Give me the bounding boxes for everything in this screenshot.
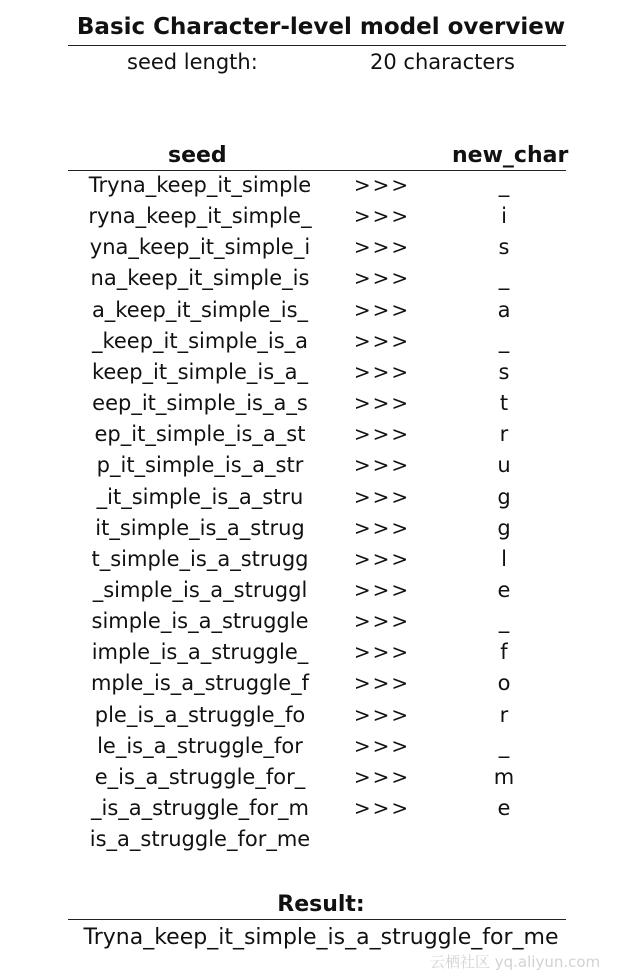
table-row [0, 360, 642, 391]
seed-cell: t_simple_is_a_strugg [91, 546, 309, 571]
seed-cell: _it_simple_is_a_stru [96, 484, 304, 509]
table-row [0, 827, 642, 858]
arrow-cell: >>> [353, 609, 411, 634]
seed-cell: _simple_is_a_struggl [92, 577, 308, 602]
arrow-cell: >>> [353, 235, 411, 260]
result-label: Result: [277, 892, 365, 917]
table-row [0, 173, 642, 204]
seed-cell: ryna_keep_it_simple_ [88, 204, 312, 229]
arrow-cell: >>> [353, 484, 411, 509]
table-row [0, 453, 642, 484]
arrow-cell: >>> [353, 173, 411, 197]
arrow-cell: >>> [353, 266, 411, 291]
table-row [0, 329, 642, 360]
new-char-cell: i [501, 204, 507, 229]
table-row [0, 391, 642, 422]
table-row [0, 703, 642, 734]
new-char-cell: _ [498, 733, 510, 758]
seed-cell: ple_is_a_struggle_fo [94, 702, 306, 727]
seed-length-value: 20 characters [370, 50, 515, 74]
new-char-cell: a [497, 297, 511, 322]
result-value: Tryna_keep_it_simple_is_a_struggle_for_me [83, 925, 559, 950]
new-char-cell: o [497, 671, 511, 696]
table-row [0, 422, 642, 453]
arrow-cell: >>> [353, 764, 411, 789]
table-row [0, 204, 642, 235]
table-row [0, 266, 642, 297]
seed-cell: eep_it_simple_is_a_s [92, 391, 308, 416]
new-char-cell: _ [498, 266, 510, 291]
table-row [0, 298, 642, 329]
new-char-cell: r [499, 422, 509, 447]
arrow-cell: >>> [353, 328, 411, 353]
table-row [0, 547, 642, 578]
arrow-cell: >>> [353, 391, 411, 416]
new-char-cell: f [500, 640, 508, 665]
seed-cell: simple_is_a_struggle [91, 609, 309, 634]
seed-cell: imple_is_a_struggle_ [91, 640, 309, 665]
table-row [0, 796, 642, 827]
seed-length-label: seed length: [127, 50, 258, 74]
seed-cell: Tryna_keep_it_simple [88, 173, 312, 197]
table-row [0, 235, 642, 266]
new-char-cell: r [499, 702, 509, 727]
new-char-cell: s [498, 359, 510, 384]
arrow-cell: >>> [353, 733, 411, 758]
seed-cell: e_is_a_struggle_for_ [94, 764, 306, 789]
column-header-new-char: new_char [452, 143, 569, 168]
arrow-cell: >>> [353, 702, 411, 727]
table-row [0, 640, 642, 671]
table-row [0, 734, 642, 765]
seed-cell: _is_a_struggle_for_m [90, 796, 309, 820]
arrow-cell: >>> [353, 671, 411, 696]
table-row [0, 671, 642, 702]
table-row [0, 578, 642, 609]
arrow-cell: >>> [353, 577, 411, 602]
seed-cell: yna_keep_it_simple_i [89, 235, 311, 260]
arrow-cell: >>> [353, 640, 411, 665]
result-divider [68, 919, 566, 920]
new-char-cell: e [497, 796, 511, 820]
table-row [0, 485, 642, 516]
seed-cell: le_is_a_struggle_for [97, 733, 303, 758]
arrow-cell: >>> [353, 546, 411, 571]
new-char-cell: _ [498, 609, 510, 634]
new-char-cell: s [498, 235, 510, 260]
seed-cell: ep_it_simple_is_a_st [94, 422, 306, 447]
seed-cell: p_it_simple_is_a_str [96, 453, 304, 478]
watermark: 云栖社区 yq.aliyun.com [430, 953, 601, 971]
new-char-cell: _ [498, 173, 510, 197]
new-char-cell: _ [498, 328, 510, 353]
new-char-cell: l [501, 546, 507, 571]
seed-cell: mple_is_a_struggle_f [90, 671, 310, 696]
table-row [0, 609, 642, 640]
arrow-cell: >>> [353, 297, 411, 322]
new-char-cell: g [497, 484, 511, 509]
new-char-cell: u [497, 453, 511, 478]
new-char-cell: e [497, 577, 511, 602]
table-row [0, 765, 642, 796]
arrow-cell: >>> [353, 453, 411, 478]
arrow-cell: >>> [353, 796, 411, 820]
seed-cell: _keep_it_simple_is_a [91, 328, 309, 353]
seed-cell: it_simple_is_a_strug [95, 515, 305, 540]
table-row [0, 516, 642, 547]
seed-cell: is_a_struggle_for_me [89, 827, 311, 852]
seed-cell: keep_it_simple_is_a_ [91, 359, 309, 384]
arrow-cell: >>> [353, 204, 411, 229]
arrow-cell: >>> [353, 359, 411, 384]
arrow-cell: >>> [353, 422, 411, 447]
new-char-cell: t [499, 391, 509, 416]
seed-cell: a_keep_it_simple_is_ [91, 297, 309, 322]
column-header-seed: seed [168, 143, 227, 168]
page-title: Basic Character-level model overview [76, 14, 566, 40]
new-char-cell: g [497, 515, 511, 540]
seed-cell: na_keep_it_simple_is [90, 266, 310, 291]
new-char-cell: m [493, 764, 515, 789]
arrow-cell: >>> [353, 515, 411, 540]
